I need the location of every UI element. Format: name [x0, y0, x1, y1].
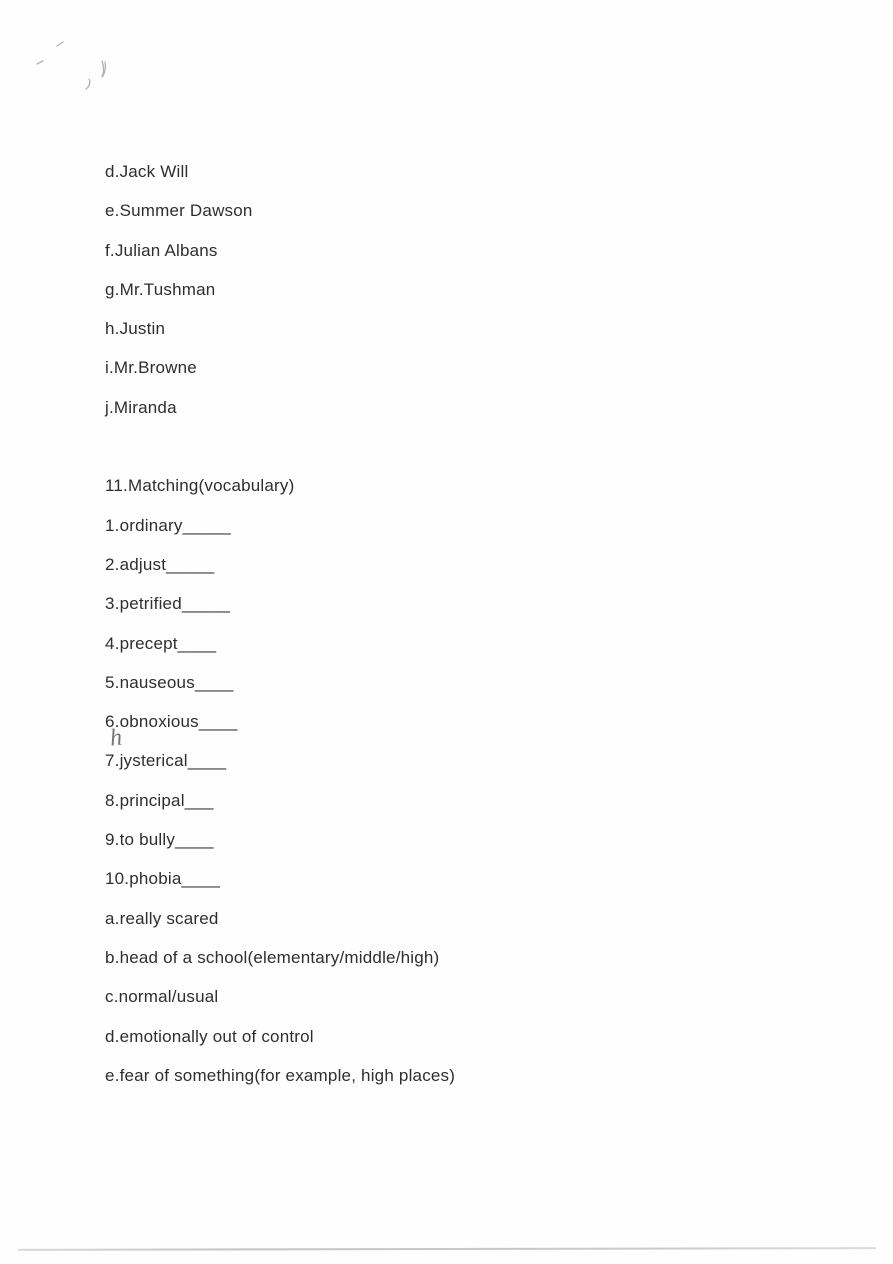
vocabulary-term: 4.precept____	[105, 633, 217, 653]
character-list-item: h.Justin	[105, 319, 166, 339]
vocabulary-term: 6.obnoxious____	[105, 712, 238, 732]
character-list-item: e.Summer Dawson	[105, 201, 253, 221]
definition-item: d.emotionally out of control	[105, 1026, 314, 1046]
vocabulary-term: 1.ordinary_____	[105, 515, 231, 535]
character-list-item: d.Jack Will	[105, 162, 189, 181]
vocabulary-term: 9.to bully____	[105, 830, 214, 850]
character-list-item: i.Mr.Browne	[105, 358, 197, 378]
vocabulary-term: 5.nauseous____	[105, 672, 234, 692]
page-scan-edge-line	[18, 1247, 876, 1251]
vocabulary-term: 3.petrified_____	[105, 594, 231, 614]
character-list-item: g.Mr.Tushman	[105, 279, 216, 299]
definition-item: c.normal/usual	[105, 987, 219, 1007]
character-list-item: j.Miranda	[105, 397, 177, 417]
section-spacer	[105, 427, 745, 466]
definition-item: e.fear of something(for example, high places)	[105, 1065, 456, 1085]
handwritten-correction-h: h	[108, 724, 124, 752]
vocabulary-term: 2.adjust_____	[105, 554, 215, 574]
vocabulary-term: 7.jysterical____	[105, 751, 227, 771]
vocabulary-term: 8.principal___	[105, 790, 214, 810]
vocabulary-term: 10.phobia____	[105, 869, 221, 889]
worksheet-text-block	[105, 152, 745, 1095]
character-list-item: f.Julian Albans	[105, 240, 218, 260]
definition-item: b.head of a school(elementary/middle/high)	[105, 947, 440, 967]
matching-section-heading: 11.Matching(vocabulary)	[105, 476, 295, 496]
pencil-scribble-marks	[25, 35, 160, 110]
definition-item: a.really scared	[105, 908, 219, 928]
